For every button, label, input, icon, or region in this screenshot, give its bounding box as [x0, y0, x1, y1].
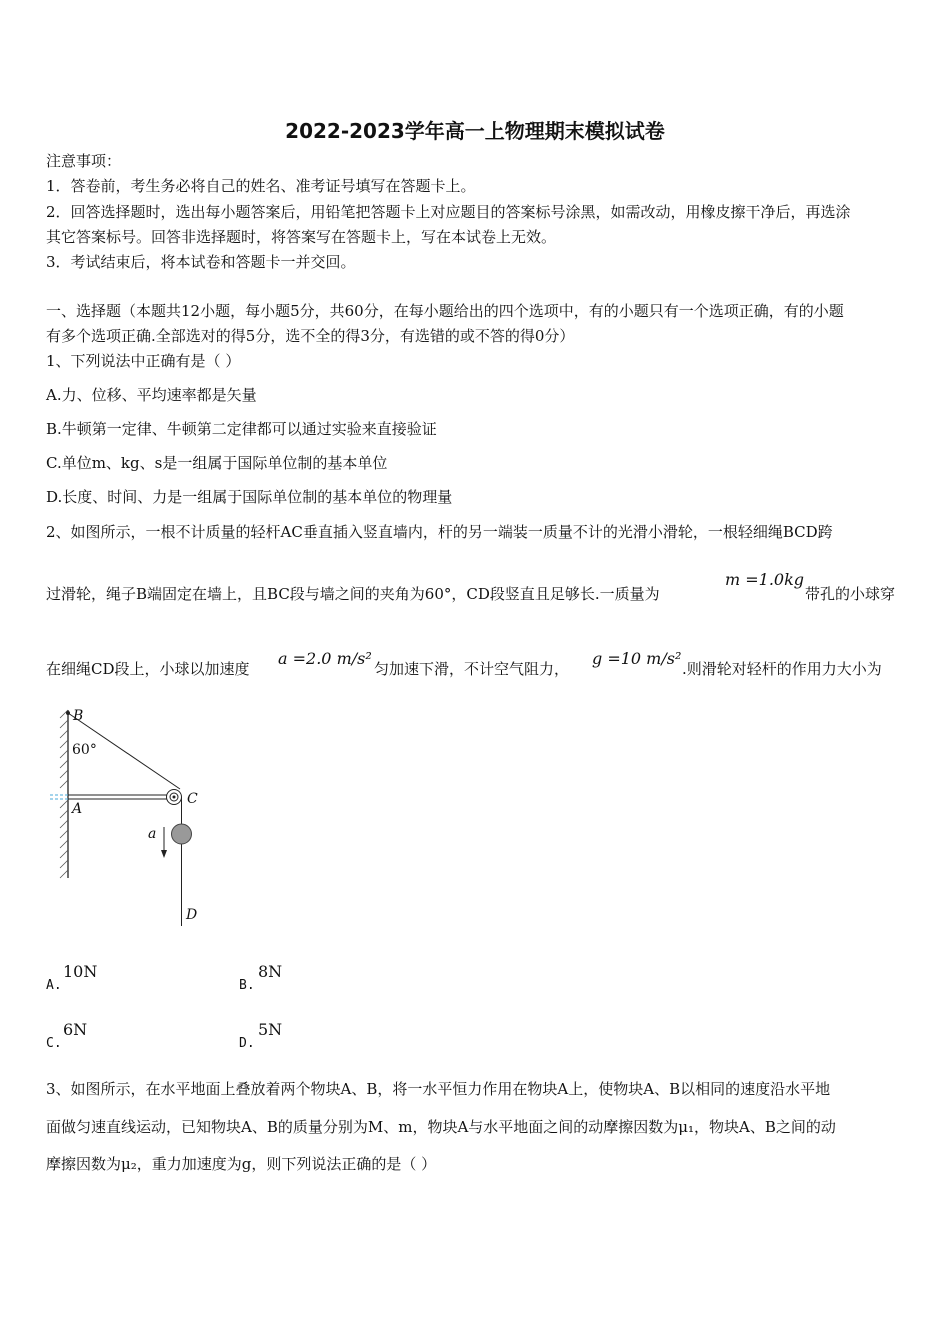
page-title: 2022-2023学年高一上物理期末模拟试卷	[285, 119, 665, 143]
q2-option-b-value: 8N	[258, 962, 283, 981]
q2-stem-line-3c: .则滑轮对轻杆的作用力大小为	[682, 660, 882, 678]
q2-stem-line-2a: 过滑轮，绳子B端固定在墙上，且BC段与墙之间的夹角为60°，CD段竖直且足够长.一质量为	[46, 585, 660, 603]
notice-item-3: 3．考试结束后，将本试卷和答题卡一并交回。	[46, 253, 356, 271]
point-b	[66, 711, 70, 715]
q2-option-c-value: 6N	[63, 1020, 88, 1039]
notice-heading: 注意事项：	[46, 152, 122, 170]
q1-option-a: A.力、位移、平均速率都是矢量	[46, 386, 257, 404]
q2-figure	[44, 700, 214, 935]
q2-option-a-letter: A.	[46, 978, 62, 993]
q2-stem-line-2b: 带孔的小球穿	[805, 585, 896, 603]
label-c: C	[187, 791, 198, 807]
section-1-intro-line-2: 有多个选项正确.全部选对的得5分，选不全的得3分，有选错的或不答的得0分）	[46, 327, 575, 345]
ball	[172, 824, 192, 844]
notice-item-2-line-1: 2．回答选择题时，选出每小题答案后，用铅笔把答题卡上对应题目的答案标号涂黑，如需改动，用橡皮擦干净后，再选涂	[46, 203, 851, 221]
q2-option-b-letter: B.	[239, 978, 255, 993]
q2-stem-line-1: 2、如图所示，一根不计质量的轻杆AC垂直插入竖直墙内，杆的另一端装一质量不计的光滑小滑轮，一根轻细绳BCD跨	[46, 523, 833, 541]
q2-mass-formula: m =1.0kg	[725, 570, 805, 589]
label-a: A	[72, 801, 83, 817]
q2-acceleration-formula: a =2.0 m/s²	[278, 649, 372, 668]
q2-option-d-letter: D.	[239, 1036, 255, 1051]
section-1-intro-line-1: 一、选择题（本题共12小题，每小题5分，共60分，在每小题给出的四个选项中，有的小题只有一个选项正确，有的小题	[46, 302, 844, 320]
label-d: D	[186, 907, 198, 923]
q1-option-b: B.牛顿第一定律、牛顿第二定律都可以通过实验来直接验证	[46, 420, 437, 438]
wall-hatching	[60, 710, 68, 878]
q2-stem-line-3b: 匀加速下滑，不计空气阻力，	[374, 660, 570, 678]
q2-option-c-letter: C.	[46, 1036, 62, 1051]
q3-stem-line-2: 面做匀速直线运动，已知物块A、B的质量分别为M、m，物块A与水平地面之间的动摩擦因数为μ₁，物块A、B之间的动	[46, 1118, 836, 1136]
label-accel: a	[148, 826, 157, 842]
q1-option-c: C.单位m、kg、s是一组属于国际单位制的基本单位	[46, 454, 388, 472]
q1-stem: 1、下列说法中正确有是（ ）	[46, 352, 241, 370]
label-angle: 60°	[72, 742, 97, 758]
notice-item-1: 1．答卷前，考生务必将自己的姓名、准考证号填写在答题卡上。	[46, 177, 476, 195]
q3-stem-line-1: 3、如图所示，在水平地面上叠放着两个物块A、B，将一水平恒力作用在物块A上，使物块A、B以相同的速度沿水平地	[46, 1080, 831, 1098]
q2-gravity-formula: g =10 m/s²	[592, 649, 682, 668]
q2-option-a-value: 10N	[63, 962, 98, 981]
q2-stem-line-3a: 在细绳CD段上，小球以加速度	[46, 660, 250, 678]
q3-stem-line-3: 摩擦因数为μ₂，重力加速度为g，则下列说法正确的是（ ）	[46, 1155, 437, 1173]
label-b: B	[73, 708, 84, 724]
q2-option-d-value: 5N	[258, 1020, 283, 1039]
notice-item-2-line-2: 其它答案标号。回答非选择题时，将答案写在答题卡上，写在本试卷上无效。	[46, 228, 557, 246]
acceleration-arrowhead	[161, 850, 167, 858]
pulley-axle	[173, 796, 176, 799]
q1-option-d: D.长度、时间、力是一组属于国际单位制的基本单位的物理量	[46, 488, 453, 506]
